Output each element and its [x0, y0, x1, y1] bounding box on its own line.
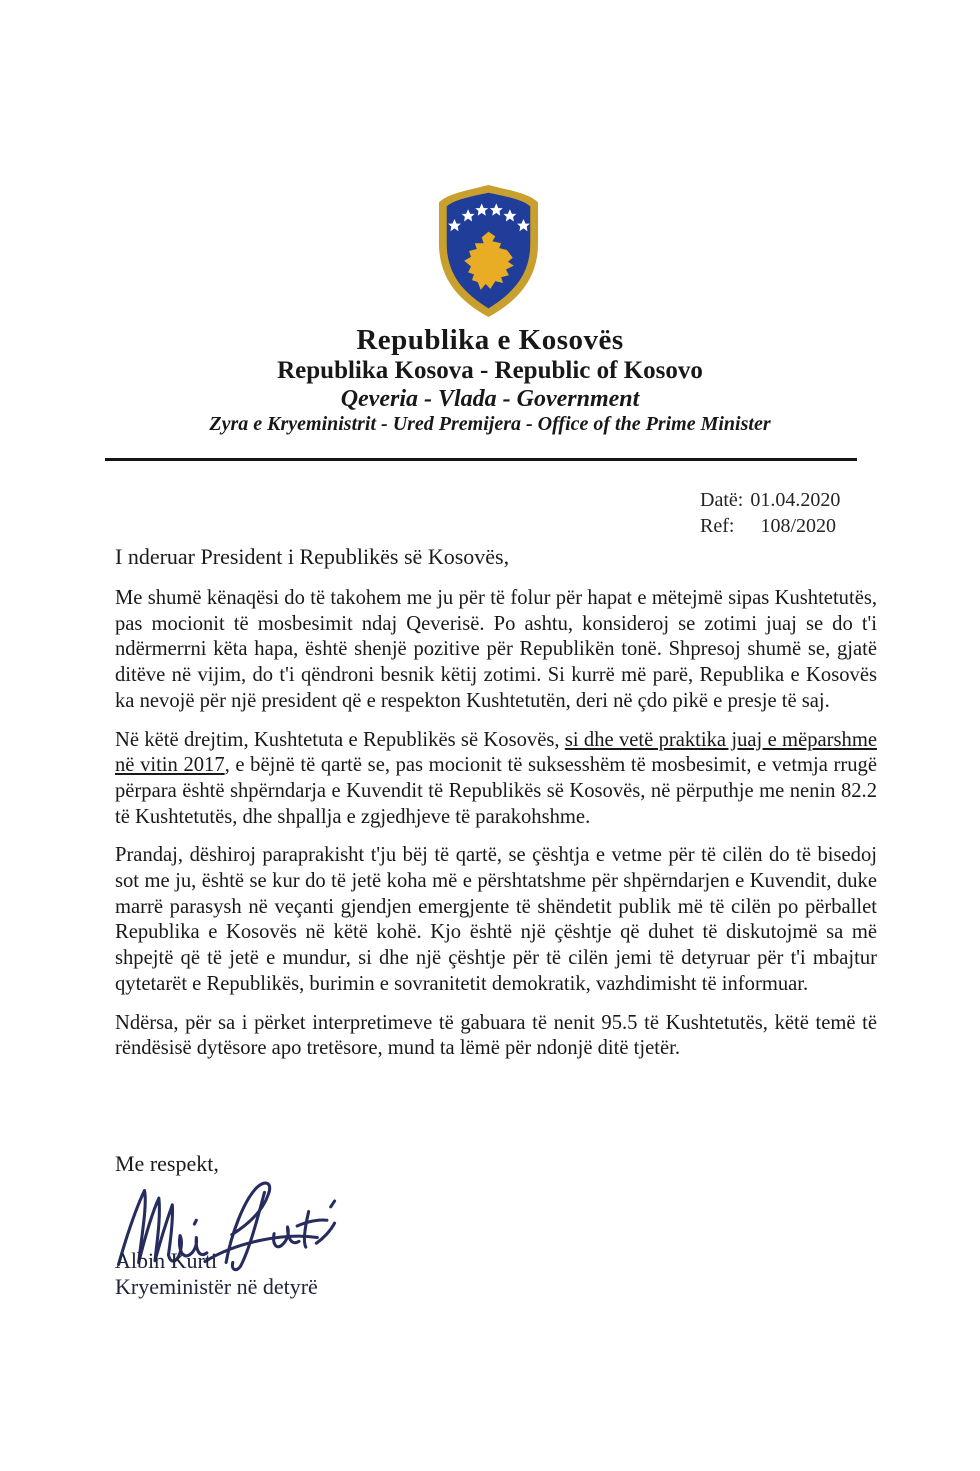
paragraph-2-underlined-clause: si dhe vetë praktika juaj e mëparshme në vitin 2017 [115, 728, 877, 777]
letterhead-government-line: Qeveria - Vlada - Government [340, 386, 640, 412]
emblem-svg [430, 183, 547, 319]
letter-body [115, 586, 877, 1075]
ref-value: 108/2020 [760, 515, 836, 537]
paragraph-2 [115, 728, 877, 831]
paragraph-4: Ndërsa, për sa i përket interpretimeve të gabuara të nenit 95.5 të Kushtetutës, këtë temë të rëndësisë dytësore apo tretësore, mund ta lëmë për ndonjë ditë tjetër. [115, 1011, 877, 1060]
ref-label: Ref: [700, 515, 735, 537]
ref-row [700, 513, 840, 539]
letter-meta [700, 487, 840, 539]
paragraph-1: Me shumë kënaqësi do të takohem me ju për të folur për hapat e mëtejmë sipas Kushtetutës, pas mocionit të mosbesimit ndaj Qeverisë. Po ashtu, konsideroj se zotimi juaj se do t'i ndërmerrni këta hapa, është shenjë pozitive për Republikën tonë. Shpresoj shumë se, gjatë ditëve në vijim, do t'i qëndroni besnik këtij zotimi. Si kurrë më parë, Republika e Kosovës ka nevojë për një president që e respekton Kushtetutën, deri në çdo pikë e presje të saj. [115, 587, 877, 712]
paragraph-2-lead: Në këtë drejtim, Kushtetuta e Republikës së Kosovës, [115, 728, 565, 751]
paragraph-3: Prandaj, dëshiroj paraprakisht t'ju bëj të qartë, se çështja e vetme për të cilën do të bisedoj sot me ju, është se kur do të jetë koha më e përshtatshme për shpërndarjen e Kuvendit, duke marrë parasysh në veçanti gjendjen emergjente të shëndetit publik më të cilën po përballet Republika e Kosovës në këtë kohë. Kjo është një çështje që duhet të diskutojmë sa më shpejtë që të jetë e mundur, si dhe një çështje për të cilën jemi të detyruar për t'i mbajtur qytetarët e Republikës, burimin e sovranitetit demokratik, vazhdimisht të informuar. [115, 844, 877, 995]
salutation: I nderuar President i Republikës së Kosovës, [115, 544, 510, 569]
date-label: Datë: [700, 489, 744, 511]
signatory-title: Kryeministër në detyrë [115, 1274, 318, 1299]
letterhead-title-bilingual: Republika Kosova - Republic of Kosovo [277, 357, 703, 384]
letterhead-office-line: Zyra e Kryeministrit - Ured Premijera - Office of the Prime Minister [209, 413, 771, 435]
paragraph-2-tail: , e bëjnë të qartë se, pas mocionit të suksesshëm të mosbesimit, e vetmja rrugë përpara është shpërndarja e Kuvendit të Republikës së Kosovës, në përputhje me nenin 82.2 të Kushtetutës, dhe shpallja e zgjedhjeve të parakohshme. [115, 754, 877, 828]
valediction: Me respekt, [115, 1151, 219, 1176]
header-divider [105, 458, 857, 461]
letterhead-title-albanian: Republika e Kosovës [356, 324, 624, 356]
signatory-name: Albin Kurti [115, 1248, 218, 1273]
kosovo-coat-of-arms-icon [430, 183, 547, 319]
date-value: 01.04.2020 [750, 489, 841, 511]
date-row [700, 487, 840, 513]
